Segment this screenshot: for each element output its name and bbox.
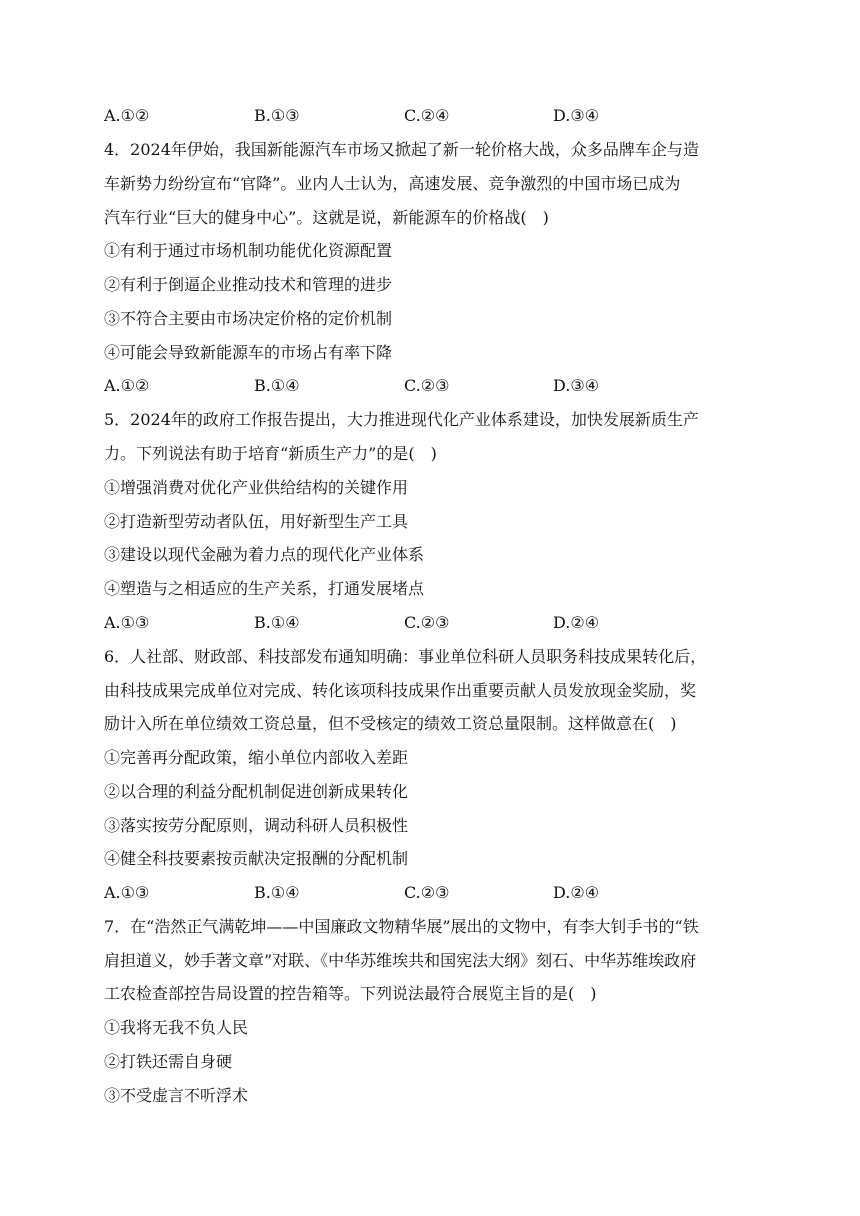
answer-option: D.②④ xyxy=(553,613,600,632)
answer-option: B.①④ xyxy=(254,883,300,902)
text-line: 4．2024年伊始，我国新能源汽车市场又掀起了新一轮价格大战，众多品牌车企与造 xyxy=(104,140,699,159)
text-line: 肩担道义，妙手著文章”对联、《中华苏维埃共和国宪法大纲》刻石、中华苏维埃政府 xyxy=(104,951,697,970)
text-line: ①完善再分配政策，缩小单位内部收入差距 xyxy=(104,748,409,767)
text-line: ③落实按劳分配原则，调动科研人员积极性 xyxy=(104,816,409,835)
text-line: 工农检查部控告局设置的控告箱等。下列说法最符合展览主旨的是( ) xyxy=(104,984,597,1003)
text-line: ①我将无我不负人民 xyxy=(104,1018,249,1037)
text-line: ④可能会导致新能源车的市场占有率下降 xyxy=(104,343,393,362)
text-line: ④塑造与之相适应的生产关系，打通发展堵点 xyxy=(104,579,425,598)
answer-option: B.①③ xyxy=(254,106,300,125)
answer-option: D.③④ xyxy=(553,106,600,125)
answer-option: B.①④ xyxy=(254,613,300,632)
text-line: ②以合理的利益分配机制促进创新成果转化 xyxy=(104,782,409,801)
text-line: 汽车行业“巨大的健身中心”。这就是说，新能源车的价格战( ) xyxy=(104,208,549,227)
answer-option: C.②④ xyxy=(404,106,450,125)
answer-option: A.①② xyxy=(104,106,150,125)
answer-choices xyxy=(104,613,744,633)
answer-option: C.②③ xyxy=(404,883,450,902)
text-line: ③不符合主要由市场决定价格的定价机制 xyxy=(104,309,393,328)
text-line: ①增强消费对优化产业供给结构的关键作用 xyxy=(104,478,409,497)
answer-choices xyxy=(104,883,744,903)
answer-option: A.①② xyxy=(104,376,150,395)
text-line: ②有利于倒逼企业推动技术和管理的进步 xyxy=(104,275,393,294)
answer-option: A.①③ xyxy=(104,883,150,902)
text-line: 5．2024年的政府工作报告提出，大力推进现代化产业体系建设，加快发展新质生产 xyxy=(104,410,699,429)
text-line: 车新势力纷纷宣布“官降”。业内人士认为，高速发展、竞争激烈的中国市场已成为 xyxy=(104,174,681,193)
text-line: ④健全科技要素按贡献决定报酬的分配机制 xyxy=(104,849,409,868)
text-line: 励计入所在单位绩效工资总量，但不受核定的绩效工资总量限制。这样做意在( ) xyxy=(104,714,677,733)
text-line: ①有利于通过市场机制功能优化资源配置 xyxy=(104,241,393,260)
text-line: ②打铁还需自身硬 xyxy=(104,1052,233,1071)
answer-option: D.②④ xyxy=(553,883,600,902)
text-line: 由科技成果完成单位对完成、转化该项科技成果作出重要贡献人员发放现金奖励，奖 xyxy=(104,681,697,700)
text-line: ②打造新型劳动者队伍，用好新型生产工具 xyxy=(104,512,409,531)
text-line: 力。下列说法有助于培育“新质生产力”的是( ) xyxy=(104,444,437,463)
text-line: ③不受虚言不听浮术 xyxy=(104,1086,249,1105)
answer-choices xyxy=(104,376,744,396)
answer-option: C.②③ xyxy=(404,376,450,395)
answer-option: D.③④ xyxy=(553,376,600,395)
text-line: ③建设以现代金融为着力点的现代化产业体系 xyxy=(104,545,425,564)
answer-option: A.①③ xyxy=(104,613,150,632)
answer-choices xyxy=(104,106,744,126)
answer-option: B.①④ xyxy=(254,376,300,395)
text-line: 6．人社部、财政部、科技部发布通知明确：事业单位科研人员职务科技成果转化后， xyxy=(104,647,707,666)
text-line: 7．在“浩然正气满乾坤——中国廉政文物精华展”展出的文物中，有李大钊手书的“铁 xyxy=(104,917,699,936)
answer-option: C.②③ xyxy=(404,613,450,632)
